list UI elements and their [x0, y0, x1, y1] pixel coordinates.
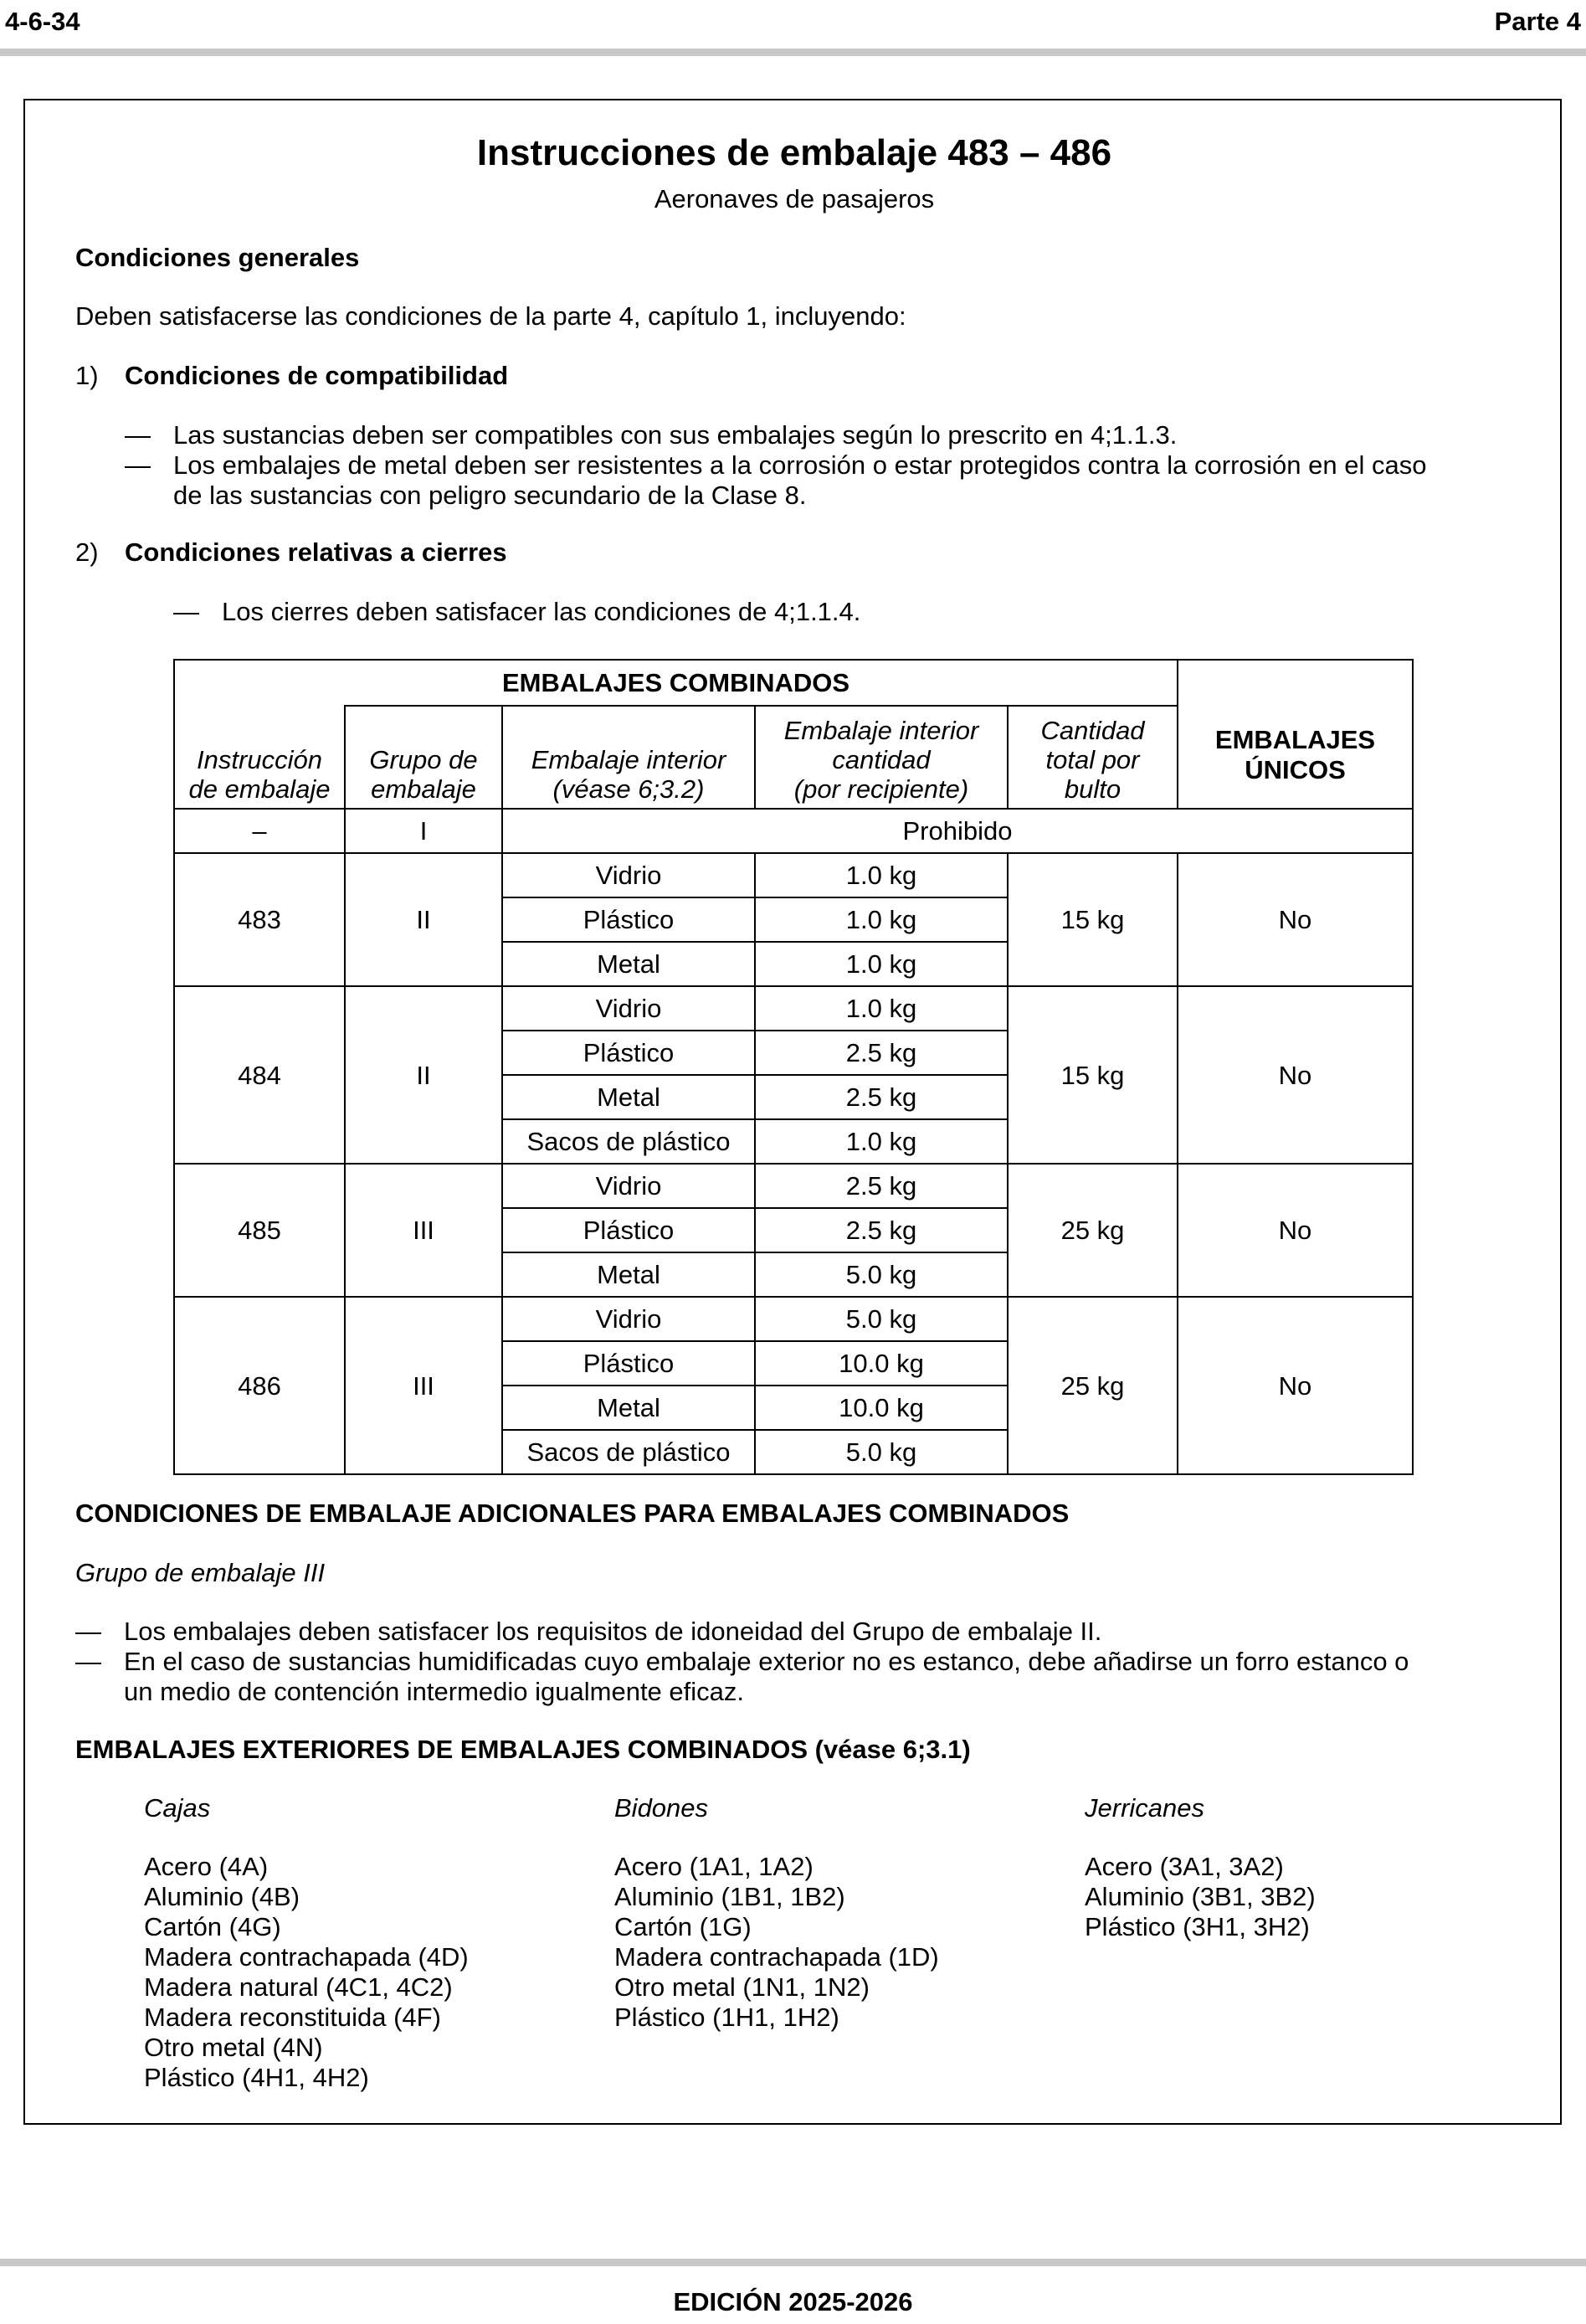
inner-packaging: Plástico	[502, 897, 755, 942]
single-packagings: No	[1178, 1297, 1413, 1474]
inner-packaging: Plástico	[502, 1031, 755, 1075]
inner-quantity: 2.5 kg	[755, 1208, 1008, 1252]
outer-packaging-item: Madera contrachapada (1D)	[614, 1942, 939, 1972]
packing-group-iii-subheading: Grupo de embalaje III	[75, 1558, 326, 1587]
forbidden-instruction: –	[174, 809, 345, 853]
dash-mark: —	[75, 1647, 101, 1676]
inner-quantity: 5.0 kg	[755, 1430, 1008, 1474]
outer-column-title: Cajas	[144, 1793, 211, 1823]
inner-quantity: 2.5 kg	[755, 1075, 1008, 1119]
closures-heading: Condiciones relativas a cierres	[125, 537, 507, 567]
inner-packaging: Metal	[502, 942, 755, 986]
packing-group: II	[345, 986, 502, 1164]
outer-packaging-item: Acero (1A1, 1A2)	[614, 1852, 814, 1881]
bullet-text: En el caso de sustancias humidificadas cuyo embalaje exterior no es estanco, debe añadirse un forro estanco o	[124, 1647, 1409, 1676]
dash-mark: —	[173, 597, 199, 626]
inner-packaging: Metal	[502, 1386, 755, 1430]
total-quantity: 15 kg	[1008, 853, 1178, 986]
outer-packaging-item: Plástico (1H1, 1H2)	[614, 2003, 839, 2032]
bullet-text: Los cierres deben satisfacer las condiciones de 4;1.1.4.	[222, 597, 861, 626]
col-header-group: Grupo de embalaje	[345, 706, 502, 809]
outer-packagings-heading: EMBALAJES EXTERIORES DE EMBALAJES COMBINADOS (véase 6;3.1)	[75, 1735, 971, 1764]
outer-packaging-item: Aluminio (1B1, 1B2)	[614, 1882, 845, 1911]
forbidden-text: Prohibido	[502, 809, 1413, 853]
outer-column-list	[614, 1852, 939, 2033]
outer-column-list	[1085, 1852, 1316, 1942]
header-rule	[0, 49, 1586, 56]
packing-group: III	[345, 1297, 502, 1474]
packing-group: II	[345, 853, 502, 986]
inner-packaging: Metal	[502, 1252, 755, 1297]
instruction-number: 484	[174, 986, 345, 1164]
footer-rule	[0, 2259, 1586, 2266]
total-quantity: 25 kg	[1008, 1164, 1178, 1297]
dash-mark: —	[125, 450, 151, 480]
outer-packaging-item: Acero (3A1, 3A2)	[1085, 1852, 1284, 1881]
outer-column-list	[144, 1852, 469, 2093]
page-title: Instrucciones de embalaje 483 – 486	[476, 132, 1112, 173]
outer-packaging-item: Aluminio (3B1, 3B2)	[1085, 1882, 1316, 1911]
dash-mark: —	[75, 1617, 101, 1646]
outer-packaging-item: Cartón (4G)	[144, 1912, 281, 1941]
bullet-text-continued: un medio de contención intermedio igualmente eficaz.	[124, 1677, 745, 1706]
instruction-frame	[23, 99, 1562, 2125]
inner-quantity: 10.0 kg	[755, 1386, 1008, 1430]
inner-quantity: 1.0 kg	[755, 942, 1008, 986]
outer-column-jerricans	[1085, 1793, 1316, 1942]
additional-conditions-heading: CONDICIONES DE EMBALAJE ADICIONALES PARA EMBALAJES COMBINADOS	[75, 1499, 1070, 1528]
inner-quantity: 1.0 kg	[755, 897, 1008, 942]
inner-packaging: Vidrio	[502, 1164, 755, 1208]
outer-packaging-item: Madera natural (4C1, 4C2)	[144, 1972, 453, 2002]
single-packagings-header: EMBALAJES ÚNICOS	[1178, 660, 1413, 809]
inner-packaging: Sacos de plástico	[502, 1430, 755, 1474]
inner-quantity: 1.0 kg	[755, 853, 1008, 897]
dash-mark: —	[125, 420, 151, 450]
inner-packaging: Vidrio	[502, 986, 755, 1031]
inner-quantity: 5.0 kg	[755, 1252, 1008, 1297]
outer-packaging-item: Madera contrachapada (4D)	[144, 1942, 469, 1972]
outer-column-title: Bidones	[614, 1793, 709, 1823]
item-1-number: 1)	[75, 361, 99, 390]
bullet-text-continued: de las sustancias con peligro secundario de la Clase 8.	[173, 481, 807, 510]
inner-packaging: Sacos de plástico	[502, 1119, 755, 1164]
outer-column-boxes	[144, 1793, 469, 2093]
bullet-text: Los embalajes deben satisfacer los requisitos de idoneidad del Grupo de embalaje II.	[124, 1617, 1102, 1646]
outer-column-title: Jerricanes	[1085, 1793, 1204, 1823]
outer-packaging-item: Plástico (3H1, 3H2)	[1085, 1912, 1310, 1941]
bullet-text: Los embalajes de metal deben ser resistentes a la corrosión o estar protegidos contra la corrosión en el caso	[173, 450, 1427, 480]
bullet-text: Las sustancias deben ser compatibles con sus embalajes según lo prescrito en 4;1.1.3.	[173, 420, 1178, 450]
page-number: 4-6-34	[5, 7, 80, 36]
col-header-quantity: Embalaje interior cantidad (por recipiente)	[755, 706, 1008, 809]
outer-packaging-item: Aluminio (4B)	[144, 1882, 300, 1911]
outer-packaging-item: Acero (4A)	[144, 1852, 269, 1881]
edition-footer: EDICIÓN 2025-2026	[673, 2287, 913, 2316]
item-2-number: 2)	[75, 537, 99, 567]
outer-packaging-item: Cartón (1G)	[614, 1912, 752, 1941]
inner-quantity: 10.0 kg	[755, 1341, 1008, 1386]
page-subtitle: Aeronaves de pasajeros	[654, 184, 935, 213]
general-conditions-intro: Deben satisfacerse las condiciones de la parte 4, capítulo 1, incluyendo:	[75, 301, 906, 331]
instruction-number: 483	[174, 853, 345, 986]
col-header-inner: Embalaje interior (véase 6;3.2)	[502, 706, 755, 809]
inner-packaging: Vidrio	[502, 1297, 755, 1341]
inner-quantity: 2.5 kg	[755, 1031, 1008, 1075]
packing-group: III	[345, 1164, 502, 1297]
packing-table	[173, 659, 1414, 1475]
forbidden-group: I	[345, 809, 502, 853]
inner-packaging: Metal	[502, 1075, 755, 1119]
outer-packaging-item: Madera reconstituida (4F)	[144, 2003, 441, 2032]
outer-packaging-item: Otro metal (4N)	[144, 2033, 323, 2062]
single-packagings: No	[1178, 986, 1413, 1164]
combined-packagings-header: EMBALAJES COMBINADOS	[174, 660, 1178, 706]
instruction-number: 486	[174, 1297, 345, 1474]
inner-quantity: 5.0 kg	[755, 1297, 1008, 1341]
inner-quantity: 1.0 kg	[755, 986, 1008, 1031]
inner-packaging: Vidrio	[502, 853, 755, 897]
single-packagings: No	[1178, 1164, 1413, 1297]
inner-packaging: Plástico	[502, 1208, 755, 1252]
col-header-total: Cantidad total por bulto	[1008, 706, 1178, 809]
part-label: Parte 4	[1494, 7, 1581, 36]
single-packagings: No	[1178, 853, 1413, 986]
outer-packaging-item: Plástico (4H1, 4H2)	[144, 2063, 369, 2092]
total-quantity: 15 kg	[1008, 986, 1178, 1164]
compatibility-heading: Condiciones de compatibilidad	[125, 361, 509, 390]
outer-packaging-item: Otro metal (1N1, 1N2)	[614, 1972, 870, 2002]
total-quantity: 25 kg	[1008, 1297, 1178, 1474]
general-conditions-heading: Condiciones generales	[75, 243, 360, 272]
inner-quantity: 1.0 kg	[755, 1119, 1008, 1164]
inner-quantity: 2.5 kg	[755, 1164, 1008, 1208]
col-header-instruction: Instrucción de embalaje	[174, 706, 345, 809]
instruction-number: 485	[174, 1164, 345, 1297]
outer-column-drums	[614, 1793, 939, 2033]
inner-packaging: Plástico	[502, 1341, 755, 1386]
